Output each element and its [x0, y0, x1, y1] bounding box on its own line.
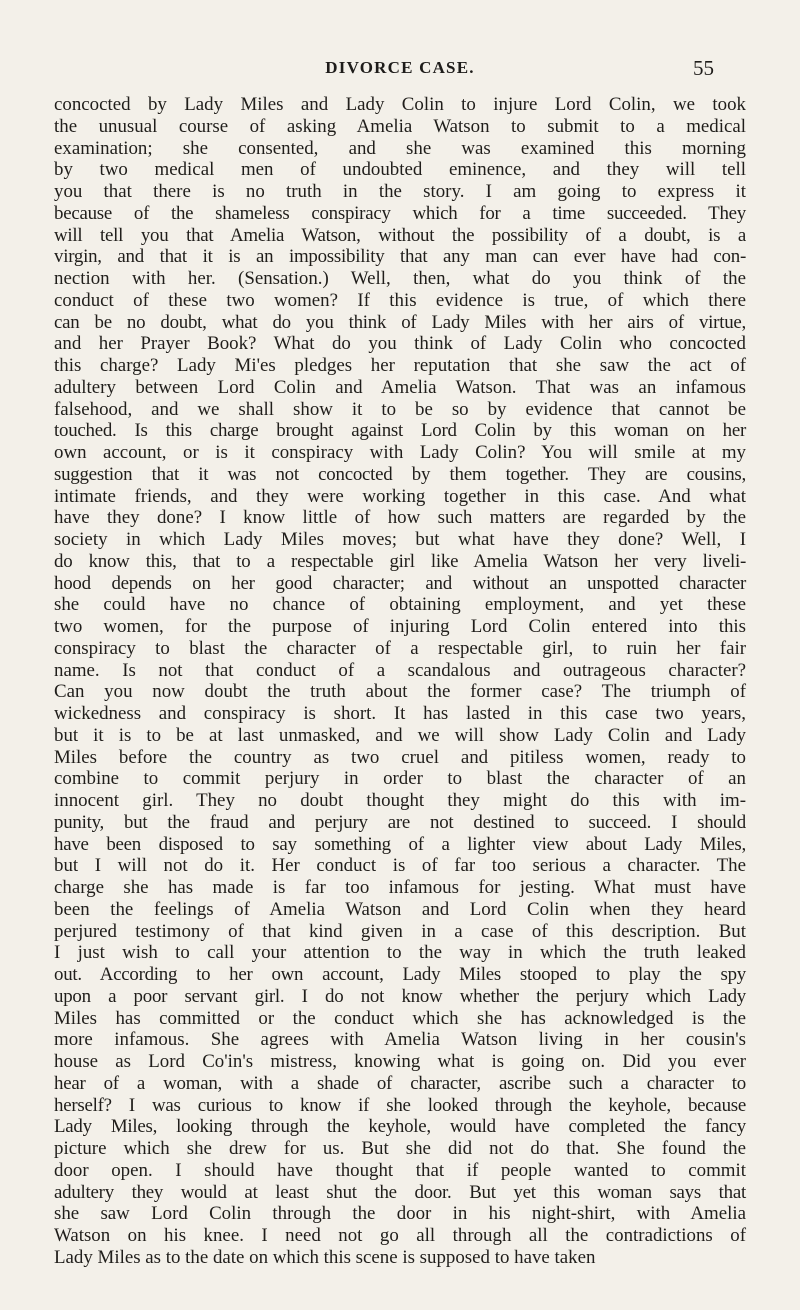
- text-line: door open. I should have thought that if people wanted to commit: [54, 1159, 746, 1181]
- text-line: Can you now doubt the truth about the former case? The triumph of: [54, 681, 746, 703]
- text-line: by two medical men of undoubted eminence, and they will tell: [54, 159, 746, 181]
- text-line: will tell you that Amelia Watson, without the possibility of a doubt, is a: [54, 224, 746, 246]
- text-line: been the feelings of Amelia Watson and Lord Colin when they heard: [54, 898, 746, 920]
- text-line: hood depends on her good character; and without an unspotted character: [54, 572, 746, 594]
- text-line: the unusual course of asking Amelia Watson to submit to a medical: [54, 115, 746, 137]
- text-line: because of the shameless conspiracy which for a time succeeded. They: [54, 202, 746, 224]
- text-line: adultery between Lord Colin and Amelia Watson. That was an infamous: [54, 376, 746, 398]
- text-line: picture which she drew for us. But she did not do that. She found the: [54, 1138, 746, 1159]
- text-line: punity, but the fraud and perjury are not destined to succeed. I should: [54, 811, 746, 833]
- body-text: [54, 94, 746, 1269]
- text-line: more infamous. She agrees with Amelia Watson living in her cousin's: [54, 1029, 746, 1051]
- text-line: Miles before the country as two cruel and pitiless women, ready to: [54, 746, 746, 768]
- text-line: charge she has made is far too infamous for jesting. What must have: [54, 877, 746, 898]
- text-line: touched. Is this charge brought against Lord Colin by this woman on her: [54, 420, 746, 442]
- text-line: do know this, that to a respectable girl like Amelia Watson her very liveli-: [54, 550, 746, 572]
- text-line: suggestion that it was not concocted by them together. They are cousins,: [54, 463, 746, 485]
- text-line: you that there is no truth in the story. I am going to express it: [54, 181, 746, 202]
- text-line: Watson on his knee. I need not go all through all the contradictions of: [54, 1225, 746, 1246]
- text-line: nection with her. (Sensation.) Well, then, what do you think of the: [54, 268, 746, 289]
- text-line: Miles has committed or the conduct which she has acknowledged is the: [54, 1007, 746, 1029]
- text-line: herself? I was curious to know if she looked through the keyhole, because: [54, 1094, 746, 1116]
- text-line: she could have no chance of obtaining employment, and yet these: [54, 594, 746, 616]
- text-line: combine to commit perjury in order to blast the character of an: [54, 768, 746, 790]
- text-line: wickedness and conspiracy is short. It has lasted in this case two years,: [54, 703, 746, 724]
- text-line: have they done? I know little of how such matters are regarded by the: [54, 507, 746, 529]
- text-line: intimate friends, and they were working together in this case. And what: [54, 485, 746, 507]
- text-line: she saw Lord Colin through the door in his night-shirt, with Amelia: [54, 1203, 746, 1225]
- text-line: but I will not do it. Her conduct is of far too serious a character. The: [54, 855, 746, 877]
- text-line: house as Lord Co'in's mistress, knowing what is going on. Did you ever: [54, 1051, 746, 1072]
- text-line: conspiracy to blast the character of a respectable girl, to ruin her fair: [54, 637, 746, 659]
- text-line: virgin, and that it is an impossibility that any man can ever have had con-: [54, 246, 746, 268]
- text-line: conduct of these two women? If this evidence is true, of which there: [54, 289, 746, 311]
- text-line: concocted by Lady Miles and Lady Colin to injure Lord Colin, we took: [54, 94, 746, 115]
- text-line: Lady Miles as to the date on which this scene is supposed to have taken: [54, 1246, 596, 1268]
- text-line: upon a poor servant girl. I do not know whether the perjury which Lady: [54, 985, 746, 1007]
- text-line: innocent girl. They no doubt thought they might do this with im-: [54, 790, 746, 811]
- text-line: this charge? Lady Mi'es pledges her reputation that she saw the act of: [54, 355, 746, 376]
- text-line: two women, for the purpose of injuring Lord Colin entered into this: [54, 616, 746, 637]
- text-line: have been disposed to say something of a lighter view about Lady Miles,: [54, 833, 746, 855]
- text-line: society in which Lady Miles moves; but what have they done? Well, I: [54, 529, 746, 550]
- page-number: 55: [693, 56, 714, 80]
- text-line: name. Is not that conduct of a scandalous and outrageous character?: [54, 659, 746, 681]
- text-line: can be no doubt, what do you think of Lady Miles with her airs of virtue,: [54, 311, 746, 333]
- text-line: perjured testimony of that kind given in a case of this description. But: [54, 920, 746, 942]
- text-line: I just wish to call your attention to the way in which the truth leaked: [54, 942, 746, 964]
- text-line: own account, or is it conspiracy with Lady Colin? You will smile at my: [54, 442, 746, 463]
- text-line: adultery they would at least shut the door. But yet this woman says that: [54, 1181, 746, 1203]
- text-line: and her Prayer Book? What do you think of Lady Colin who concocted: [54, 333, 746, 355]
- text-line: falsehood, and we shall show it to be so by evidence that cannot be: [54, 398, 746, 420]
- text-line: examination; she consented, and she was examined this morning: [54, 137, 746, 159]
- page-header: [0, 58, 800, 84]
- text-line: but it is to be at last unmasked, and we will show Lady Colin and Lady: [54, 724, 746, 746]
- running-head: DIVORCE CASE.: [325, 58, 475, 77]
- text-line: out. According to her own account, Lady Miles stooped to play the spy: [54, 964, 746, 985]
- text-line: hear of a woman, with a shade of character, ascribe such a character to: [54, 1072, 746, 1094]
- text-line: Lady Miles, looking through the keyhole, would have completed the fancy: [54, 1116, 746, 1138]
